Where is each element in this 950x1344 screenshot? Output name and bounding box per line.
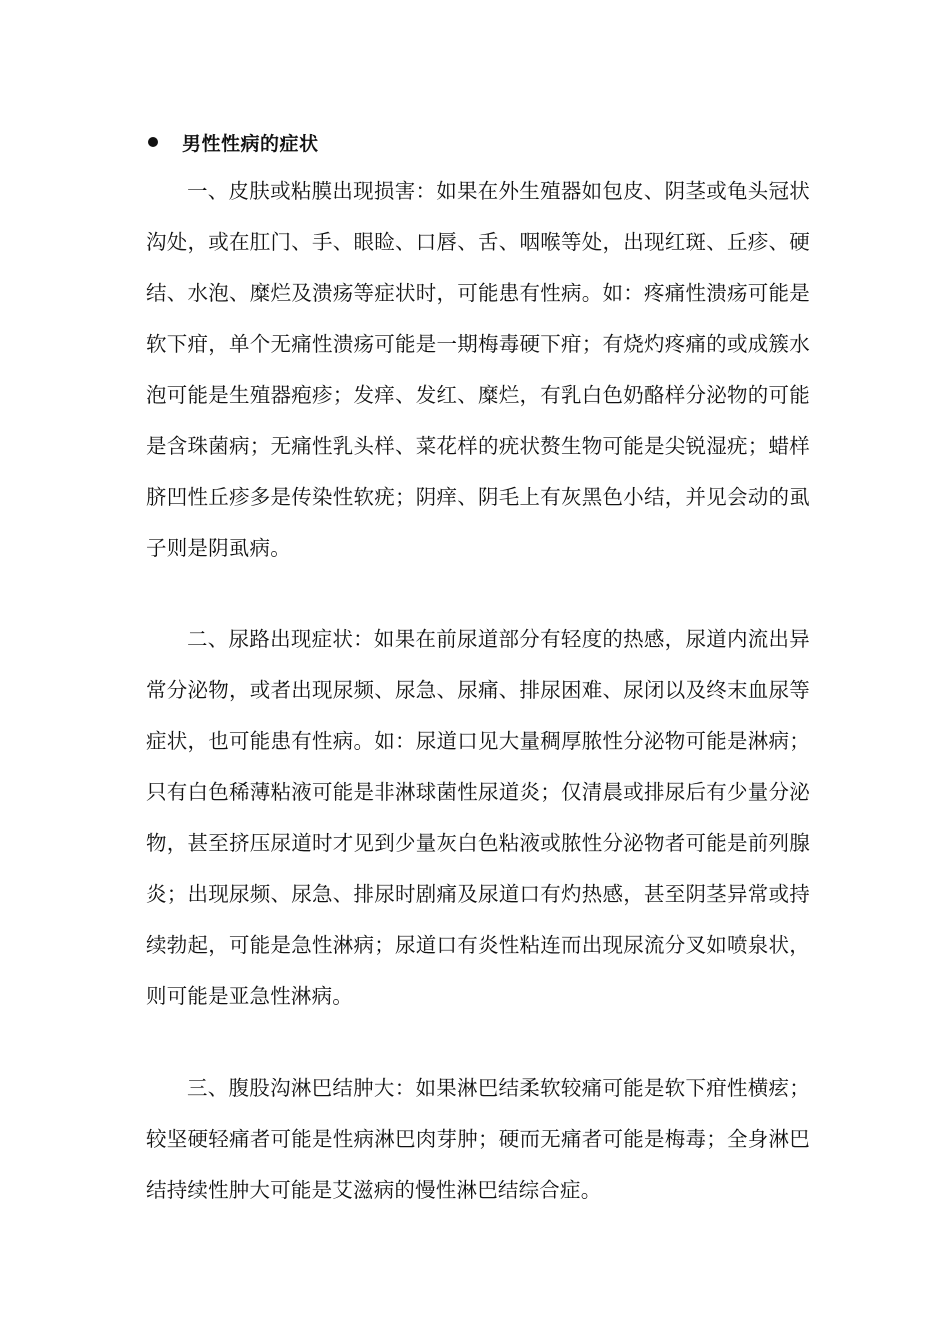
- bullet-icon: [148, 137, 158, 147]
- paragraph-skin-lesions: 一、皮肤或粘膜出现损害：如果在外生殖器如包皮、阴茎或龟头冠状沟处，或在肛门、手、眼睑、口唇、舌、咽喉等处，出现红斑、丘疹、硬结、水泡、糜烂及溃疡等症状时，可能患有性病。如：疼痛性溃疡可能是软下疳，单个无痛性溃疡可能是一期梅毒硬下疳；有烧灼疼痛的或成簇水泡可能是生殖器疱疹；发痒、发红、糜烂，有乳白色奶酪样分泌物的可能是含珠菌病；无痛性乳头样、菜花样的疣状赘生物可能是尖锐湿疣；蜡样脐凹性丘疹多是传染性软疣；阴痒、阴毛上有灰黑色小结，并见会动的虱子则是阴虱病。: [146, 179, 810, 560]
- paragraph-lymph-nodes: 三、腹股沟淋巴结肿大：如果淋巴结柔软较痛可能是软下疳性横痃；较坚硬轻痛者可能是性病淋巴肉芽肿；硬而无痛者可能是梅毒；全身淋巴结持续性肿大可能是艾滋病的慢性淋巴结综合症。: [146, 1076, 810, 1202]
- section-heading: [146, 124, 319, 160]
- heading-text: 男性性病的症状: [182, 132, 319, 155]
- paragraph-urinary-symptoms: 二、尿路出现症状：如果在前尿道部分有轻度的热感，尿道内流出异常分泌物，或者出现尿频、尿急、尿痛、排尿困难、尿闭以及终末血尿等症状，也可能患有性病。如：尿道口见大量稠厚脓性分泌物可能是淋病；只有白色稀薄粘液可能是非淋球菌性尿道炎；仅清晨或排尿后有少量分泌物，甚至挤压尿道时才见到少量灰白色粘液或脓性分泌物者可能是前列腺炎；出现尿频、尿急、排尿时剧痛及尿道口有灼热感，甚至阴茎异常或持续勃起，可能是急性淋病；尿道口有炎性粘连而出现尿流分叉如喷泉状，则可能是亚急性淋病。: [146, 627, 810, 1008]
